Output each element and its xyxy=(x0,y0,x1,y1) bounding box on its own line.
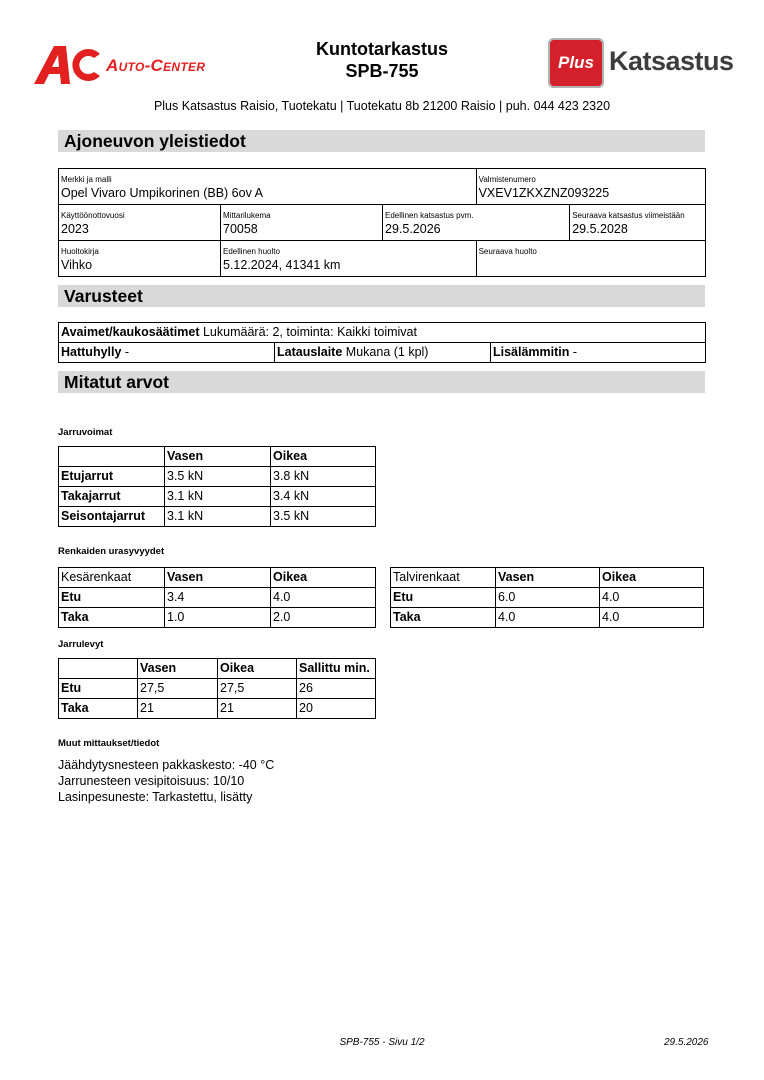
hat-shelf-cell xyxy=(59,343,275,363)
discs-table xyxy=(58,658,376,719)
discs-corner-cell xyxy=(59,659,138,679)
misc-measurements xyxy=(58,757,274,805)
winter-row-right: 4.0 xyxy=(600,588,704,608)
year-cell xyxy=(59,205,221,241)
plus-badge xyxy=(548,38,604,88)
section-equipment-heading: Varusteet xyxy=(58,285,705,307)
winter-row-right: 4.0 xyxy=(600,608,704,628)
vin-value: VXEV1ZKXZNZ093225 xyxy=(478,186,610,200)
next-inspection-cell xyxy=(570,205,706,241)
charger-cell xyxy=(275,343,491,363)
discs-row-min: 26 xyxy=(297,679,376,699)
discs-row-min: 20 xyxy=(297,699,376,719)
make-cell xyxy=(59,169,477,205)
winter-row-name: Etu xyxy=(391,588,496,608)
discs-col-right: Oikea xyxy=(218,659,297,679)
summer-tires-header: Kesärenkaat xyxy=(59,568,165,588)
brakes-corner-cell xyxy=(59,447,165,467)
year-label: Käyttöönottovuosi xyxy=(61,211,125,220)
table-row xyxy=(59,467,376,487)
servicebook-label: Huoltokirja xyxy=(61,247,99,256)
winter-row-left: 4.0 xyxy=(496,608,600,628)
summer-row-name: Taka xyxy=(59,608,165,628)
section-measurements-heading: Mitatut arvot xyxy=(58,371,705,393)
misc-line-washer: Lasinpesuneste: Tarkastettu, lisätty xyxy=(58,790,253,804)
brakes-row-left: 3.5 kN xyxy=(165,467,271,487)
plus-katsastus-logo xyxy=(548,38,734,88)
next-service-cell xyxy=(476,241,705,277)
make-label: Merkki ja malli xyxy=(61,175,112,184)
misc-line-brake-fluid: Jarrunesteen vesipitoisuus: 10/10 xyxy=(58,774,245,788)
brakes-table xyxy=(58,446,376,527)
plus-badge-text: Plus xyxy=(558,53,594,72)
title-line1: Kuntotarkastus xyxy=(315,39,449,59)
hat-shelf-value: - xyxy=(124,345,130,359)
heater-value: - xyxy=(572,345,578,359)
heater-cell xyxy=(491,343,706,363)
next-inspection-value: 29.5.2028 xyxy=(572,222,628,236)
prev-service-value: 5.12.2024, 41341 km xyxy=(223,258,341,272)
summer-row-right: 4.0 xyxy=(271,588,376,608)
auto-center-logo xyxy=(34,44,224,86)
table-row xyxy=(59,507,376,527)
summer-row-left: 3.4 xyxy=(165,588,271,608)
misc-line-coolant: Jäähdytysnesteen pakkaskesto: -40 °C xyxy=(58,758,275,772)
section-vehicle-heading: Ajoneuvon yleistiedot xyxy=(58,130,705,152)
discs-col-min: Sallittu min. xyxy=(297,659,376,679)
table-row xyxy=(59,679,376,699)
ac-logo-icon xyxy=(34,44,106,86)
table-row xyxy=(59,699,376,719)
discs-row-left: 21 xyxy=(138,699,218,719)
discs-col-left: Vasen xyxy=(138,659,218,679)
footer-date: 29.5.2026 xyxy=(664,1037,709,1048)
hat-shelf-label: Hattuhylly xyxy=(61,345,122,359)
winter-row-left: 6.0 xyxy=(496,588,600,608)
table-row xyxy=(391,608,704,628)
odometer-label: Mittarilukema xyxy=(223,211,271,220)
make-value: Opel Vivaro Umpikorinen (BB) 6ov A xyxy=(61,186,263,200)
winter-col-right: Oikea xyxy=(600,568,704,588)
discs-row-name: Taka xyxy=(59,699,138,719)
brakes-row-right: 3.5 kN xyxy=(271,507,376,527)
winter-row-name: Taka xyxy=(391,608,496,628)
discs-row-right: 21 xyxy=(218,699,297,719)
brakes-col-right: Oikea xyxy=(271,447,376,467)
summer-row-name: Etu xyxy=(59,588,165,608)
odometer-cell xyxy=(221,205,383,241)
summer-tires-table xyxy=(58,567,376,628)
discs-row-left: 27,5 xyxy=(138,679,218,699)
brakes-row-left: 3.1 kN xyxy=(165,507,271,527)
brakes-subtitle: Jarruvoimat xyxy=(58,427,113,438)
vin-cell xyxy=(476,169,705,205)
title-line2: SPB-755 xyxy=(345,61,419,81)
brakes-row-left: 3.1 kN xyxy=(165,487,271,507)
summer-col-left: Vasen xyxy=(165,568,271,588)
summer-col-right: Oikea xyxy=(271,568,376,588)
summer-row-left: 1.0 xyxy=(165,608,271,628)
prev-inspection-value: 29.5.2026 xyxy=(385,222,441,236)
page-title xyxy=(282,38,482,82)
prev-service-cell xyxy=(221,241,477,277)
winter-tires-header: Talvirenkaat xyxy=(391,568,496,588)
table-row xyxy=(391,588,704,608)
katsastus-wordmark: Katsastus xyxy=(609,46,734,76)
keys-label: Avaimet/kaukosäätimet xyxy=(61,325,200,339)
servicebook-value: Vihko xyxy=(61,258,93,272)
logo-left-text: Auto-Center xyxy=(106,56,206,75)
summer-row-right: 2.0 xyxy=(271,608,376,628)
vin-label: Valmistenumero xyxy=(478,175,536,184)
charger-label: Latauslaite xyxy=(277,345,343,359)
discs-subtitle: Jarrulevyt xyxy=(58,639,104,650)
footer-page-number: SPB-755 - Sivu 1/2 xyxy=(339,1037,425,1048)
brakes-row-name: Seisontajarrut xyxy=(59,507,165,527)
discs-row-name: Etu xyxy=(59,679,138,699)
year-value: 2023 xyxy=(61,222,89,236)
prev-inspection-label: Edellinen katsastus pvm. xyxy=(385,211,474,220)
table-row xyxy=(59,588,376,608)
next-inspection-label: Seuraava katsastus viimeistään xyxy=(572,211,685,220)
misc-subtitle: Muut mittaukset/tiedot xyxy=(58,738,160,749)
winter-col-left: Vasen xyxy=(496,568,600,588)
next-service-label: Seuraava huolto xyxy=(478,247,537,256)
brakes-col-left: Vasen xyxy=(165,447,271,467)
vehicle-info-table xyxy=(58,168,706,277)
table-row xyxy=(59,608,376,628)
station-address: Plus Katsastus Raisio, Tuotekatu | Tuotekatu 8b 21200 Raisio | puh. 044 423 2320 xyxy=(153,99,611,113)
discs-row-right: 27,5 xyxy=(218,679,297,699)
odometer-value: 70058 xyxy=(223,222,258,236)
servicebook-cell xyxy=(59,241,221,277)
keys-cell xyxy=(59,323,706,343)
winter-tires-table xyxy=(390,567,704,628)
table-row xyxy=(59,487,376,507)
charger-value: Mukana (1 kpl) xyxy=(345,345,429,359)
heater-label: Lisälämmitin xyxy=(493,345,570,359)
equipment-table xyxy=(58,322,706,363)
keys-value: Lukumäärä: 2, toiminta: Kaikki toimivat xyxy=(202,325,417,339)
tires-subtitle: Renkaiden urasyvyydet xyxy=(58,546,165,557)
brakes-row-right: 3.4 kN xyxy=(271,487,376,507)
brakes-row-name: Etujarrut xyxy=(59,467,165,487)
brakes-row-right: 3.8 kN xyxy=(271,467,376,487)
prev-service-label: Edellinen huolto xyxy=(223,247,280,256)
brakes-row-name: Takajarrut xyxy=(59,487,165,507)
prev-inspection-cell xyxy=(383,205,570,241)
